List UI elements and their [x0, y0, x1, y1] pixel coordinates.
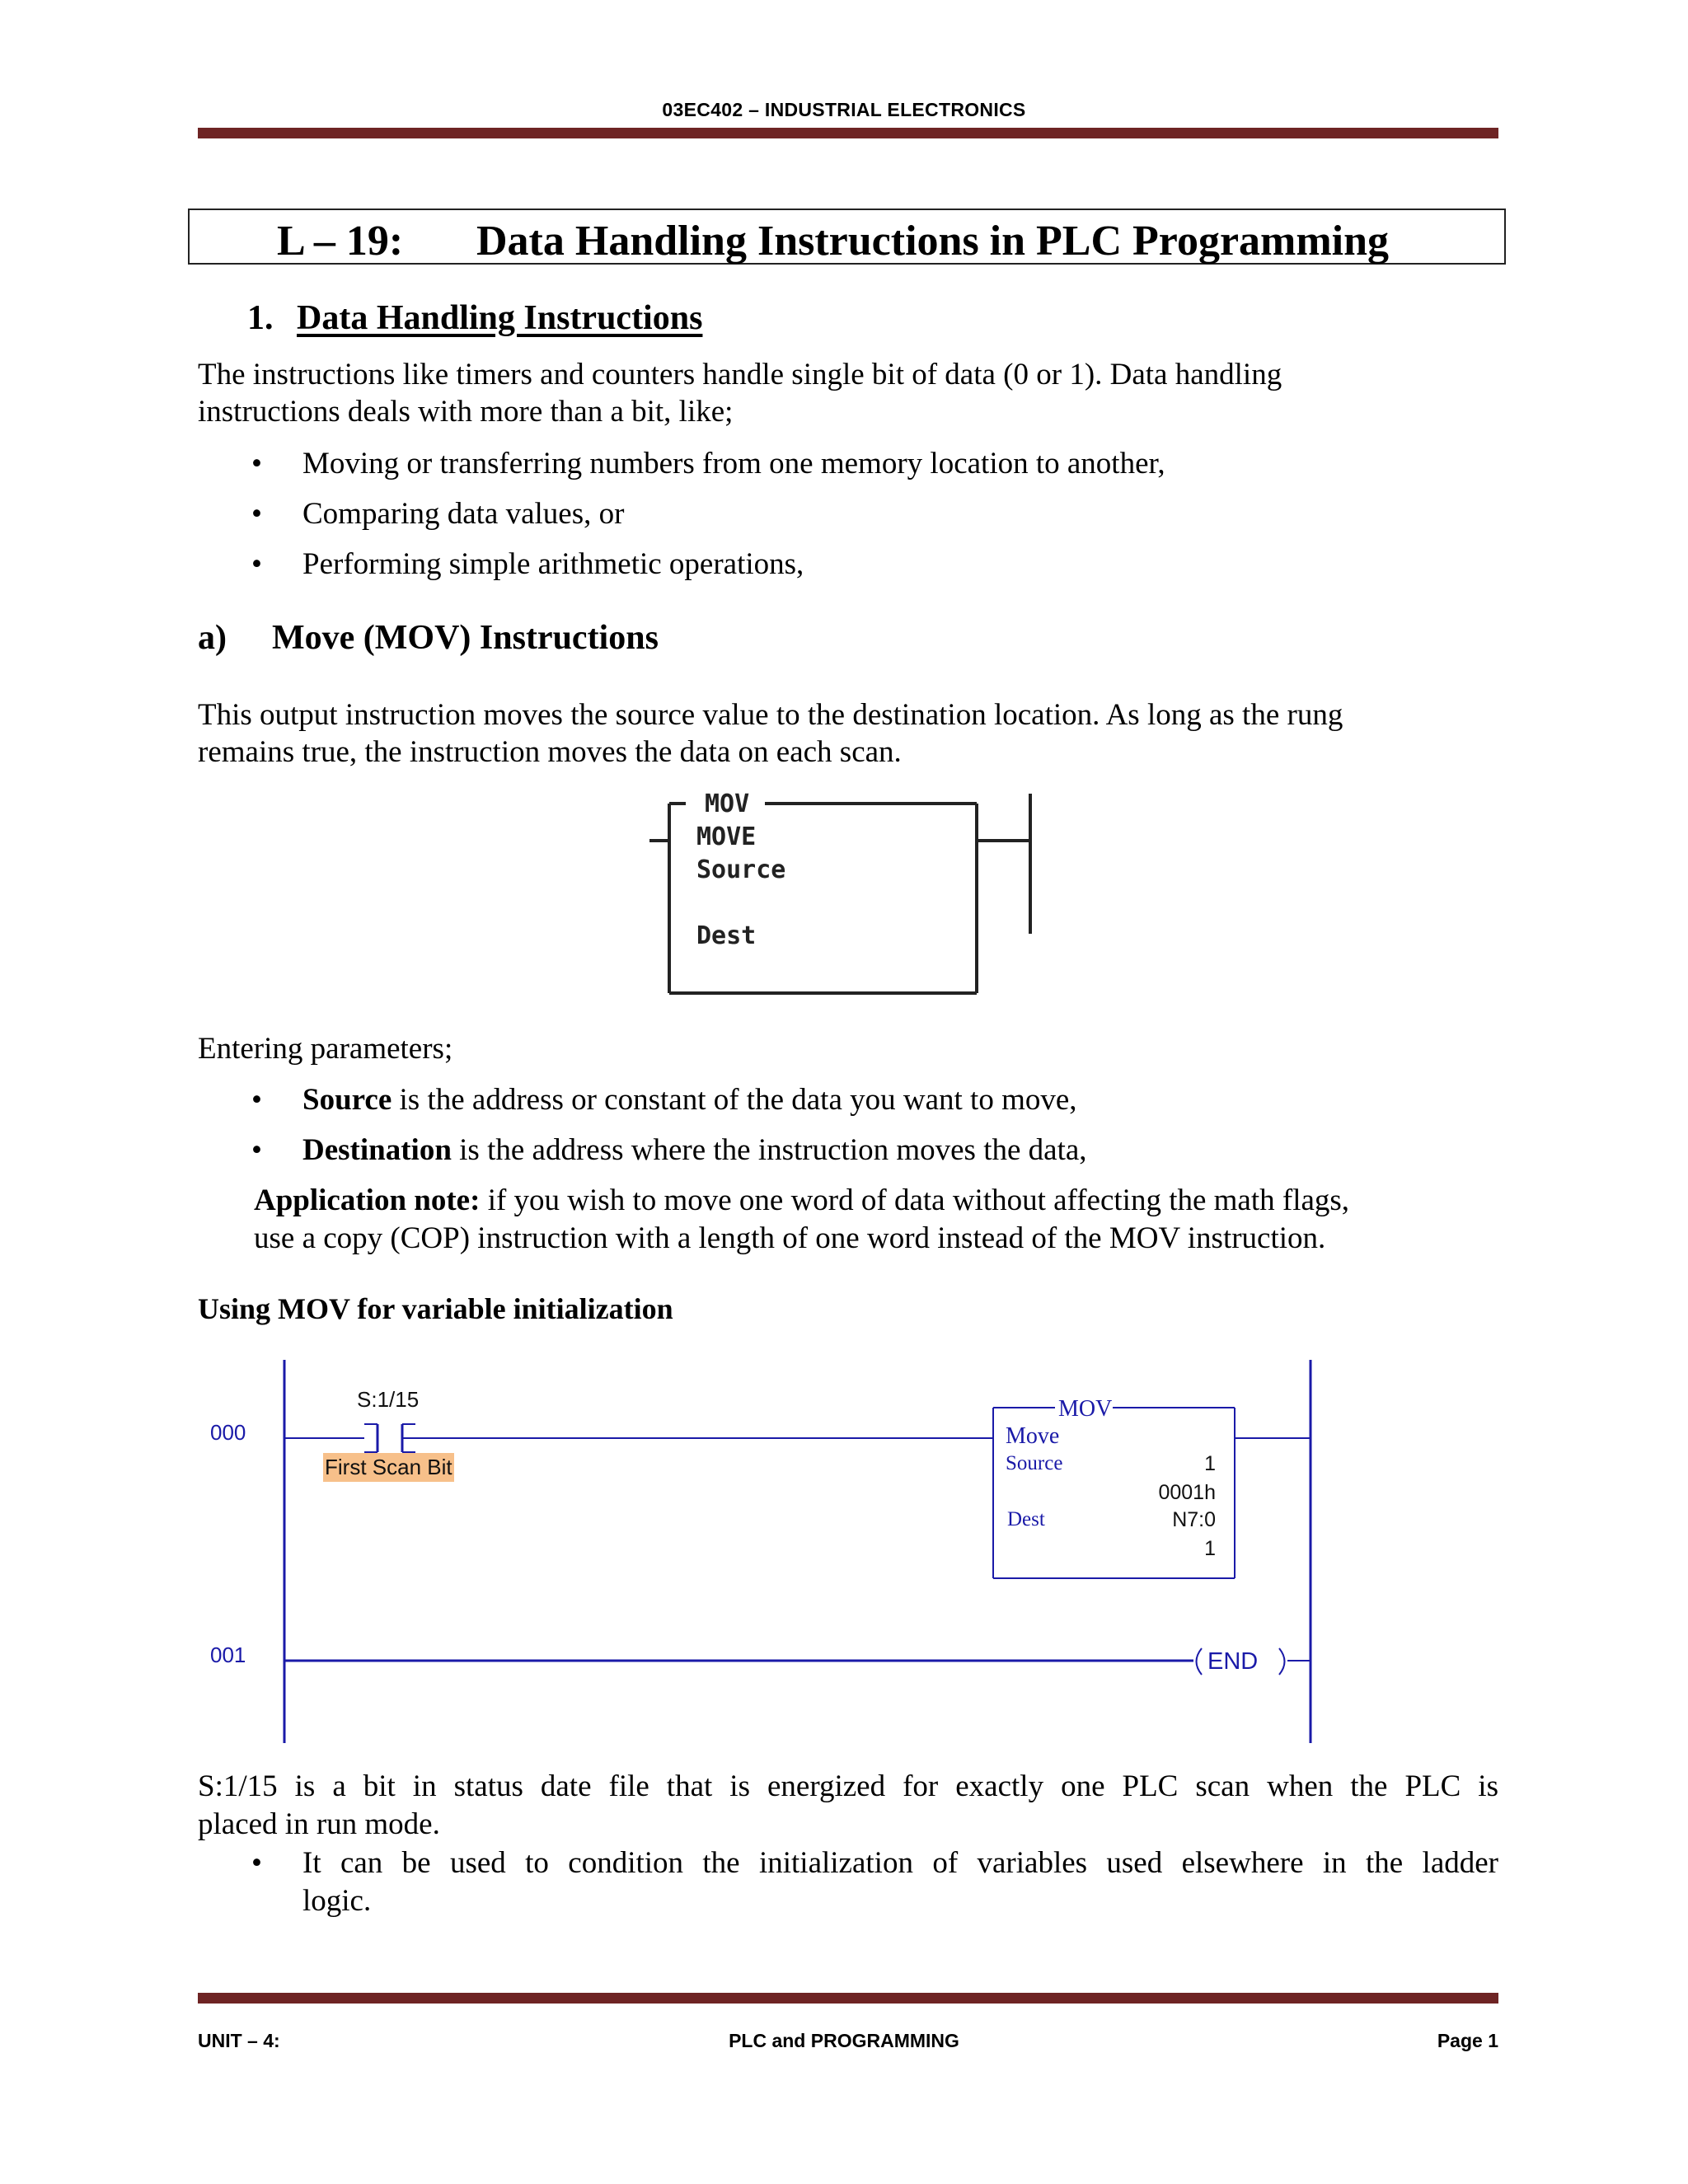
footer-unit: UNIT – 4:: [198, 2030, 280, 2051]
section-1-heading: Data Handling Instructions: [297, 299, 703, 337]
list-item: • Source is the address or constant of the data you want to move,: [251, 1081, 1077, 1119]
params-intro: Entering parameters;: [198, 1032, 453, 1066]
bullet-icon: •: [251, 497, 262, 531]
mov-block-dest: Dest: [696, 921, 757, 950]
bullet-icon: •: [251, 1846, 262, 1880]
section-a-para-line-2: remains true, the instruction moves the data on each scan.: [198, 735, 902, 769]
section-a-label: a): [198, 619, 227, 657]
contact-label: First Scan Bit: [323, 1453, 454, 1482]
mov-block-title: MOV: [705, 790, 750, 818]
using-mov-heading: Using MOV for variable initialization: [198, 1292, 673, 1325]
rung-number-000: 000: [210, 1420, 246, 1445]
closing-para-line-1: S:1/15 is a bit in status date file that is energized for exactly one PLC scan when the PLC is: [198, 1769, 1498, 1803]
bullet-icon: •: [251, 447, 262, 480]
contact-address: S:1/15: [357, 1387, 420, 1412]
header-rule: [198, 128, 1498, 138]
bullet-icon: •: [251, 1133, 262, 1167]
lecture-number: L – 19:: [277, 218, 404, 265]
footer-page-number: Page 1: [1437, 2030, 1498, 2051]
ladder-source-value: 1: [1204, 1452, 1216, 1475]
mov-block-name: MOVE: [696, 823, 757, 851]
mov-block-source: Source: [696, 855, 786, 884]
section-a-heading: Move (MOV) Instructions: [272, 619, 659, 657]
list-item: • Moving or transferring numbers from one memory location to another,: [251, 445, 1165, 483]
rung-number-001: 001: [210, 1643, 246, 1667]
end-instruction: END: [1207, 1648, 1259, 1675]
closing-bullet-line-1: It can be used to condition the initialization of variables used elsewhere in the ladder: [302, 1846, 1498, 1880]
mov-block-diagram: [643, 787, 1039, 1005]
footer-subject: PLC and PROGRAMMING: [729, 2030, 959, 2051]
ladder-source-label: Source: [1006, 1452, 1063, 1474]
ladder-dest-value: 1: [1204, 1537, 1216, 1560]
footer-rule: [198, 1993, 1498, 2004]
application-note-line-2: use a copy (COP) instruction with a length of one word instead of the MOV instruction.: [254, 1221, 1326, 1255]
application-note-line-1: Application note: if you wish to move one word of data without affecting the math flags,: [254, 1183, 1350, 1217]
ladder-mov-title: MOV: [1058, 1396, 1113, 1422]
lecture-title: Data Handling Instructions in PLC Programming: [476, 218, 1390, 265]
ladder-dest-address: N7:0: [1172, 1508, 1216, 1531]
list-item: • Performing simple arithmetic operations,: [251, 546, 804, 583]
bullet-icon: •: [251, 547, 262, 581]
section-1-number: 1.: [247, 299, 274, 337]
bullet-icon: •: [251, 1083, 262, 1117]
list-item: • Comparing data values, or: [251, 495, 624, 533]
ladder-mov-name: Move: [1006, 1423, 1060, 1449]
section-1-para-line-1: The instructions like timers and counters handle single bit of data (0 or 1). Data handling: [198, 358, 1282, 391]
running-header: 03EC402 – INDUSTRIAL ELECTRONICS: [662, 99, 1026, 120]
ladder-source-hex: 0001h: [1158, 1481, 1216, 1504]
list-item: • Destination is the address where the instruction moves the data,: [251, 1132, 1087, 1169]
closing-bullet-line-2: logic.: [302, 1884, 372, 1918]
closing-para-line-2: placed in run mode.: [198, 1807, 440, 1841]
section-1-para-line-2: instructions deals with more than a bit, like;: [198, 395, 734, 429]
section-a-para-line-1: This output instruction moves the source value to the destination location. As long as the rung: [198, 698, 1343, 732]
ladder-dest-label: Dest: [1007, 1508, 1045, 1530]
